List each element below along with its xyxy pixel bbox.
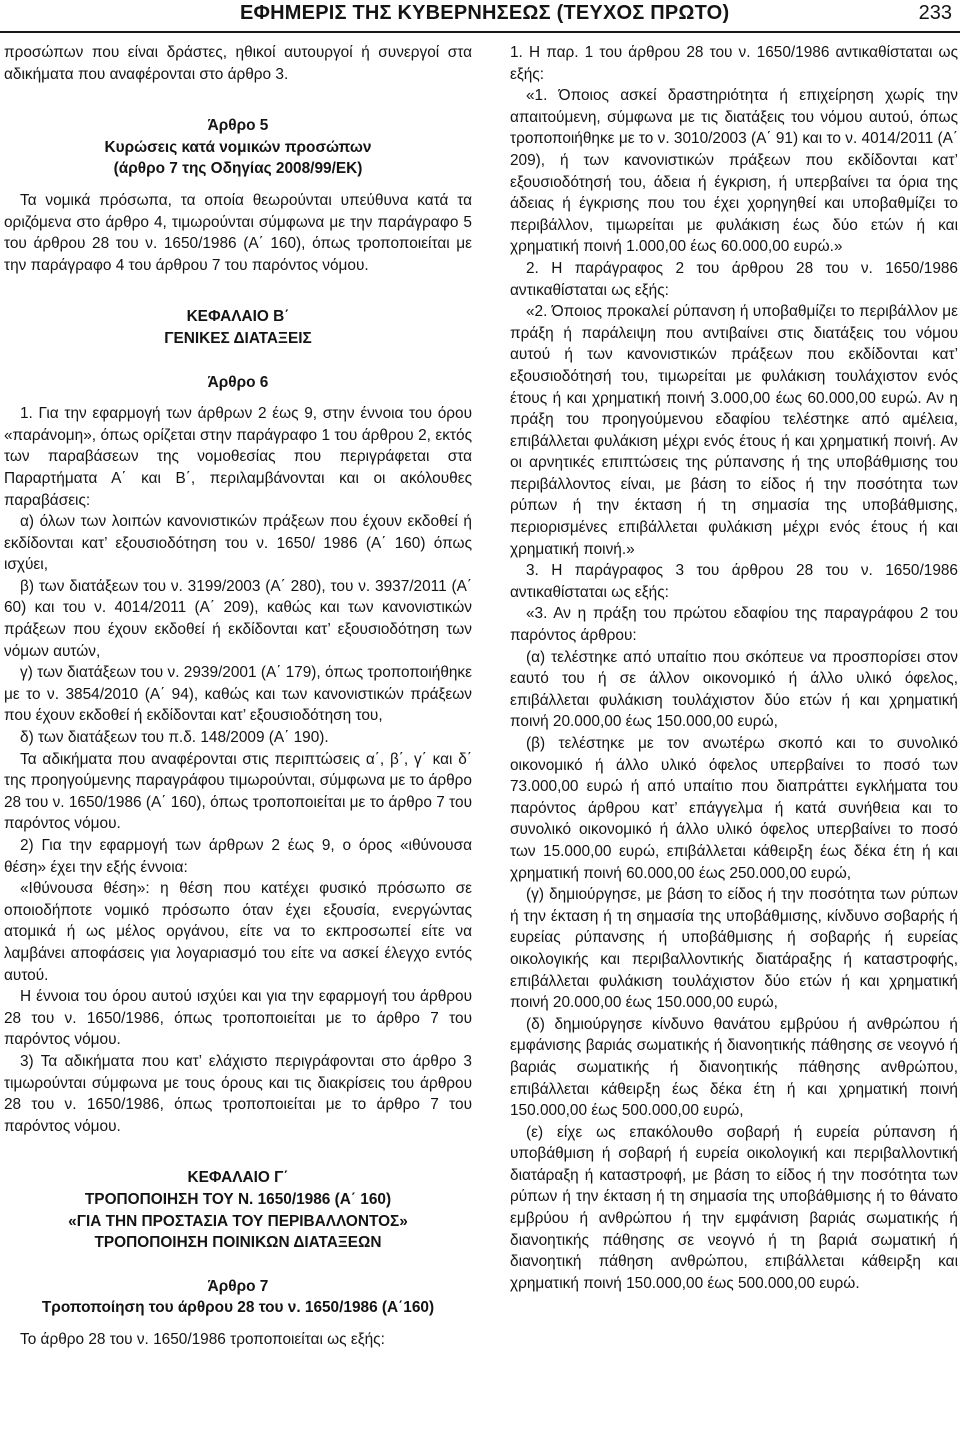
amendment-1-text: «1. Όποιος ασκεί δραστηριότητα ή επιχείρηση χωρίς την απαιτούμενη, σύμφωνα με τις διατάξεις του νόμου αυτού, όπως τροποποιήθηκε με το ν. 3010/2003 (Α΄ 91) και το ν. 4014/2011 (Α΄ 209), ή των κανονιστικών πράξεων που εκδίδονται κατ’ εξουσιοδότησή του, άδεια ή έγκριση, ή υπερβαίνει τα όρια της άδειας ή έγκρισης που του έχει χορηγηθεί και υποβαθμίζει το περιβάλλον, τιμωρείται με φυλάκιση έως δύο ετών ή και χρηματική ποινή 1.000,00 έως 60.000,00 ευρώ.» bbox=[510, 87, 958, 256]
amendment-3-item-d: (δ) δημιούργησε κίνδυνο θανάτου εμβρύου ή ανθρώπου ή εμφάνισης βαριάς σωματικής ή διανοητικής πάθησης σε νεογνό ή βαριάς σωματικής ή διανοητικής πάθησης ανθρώπου, επιβάλλεται κάθειρξη έως δέκα έτη ή και χρηματική ποινή 150.000,00 έως 500.000,00 ευρώ, bbox=[510, 1015, 958, 1120]
article-7-heading: Τροποποίηση του άρθρου 28 του ν. 1650/1986 (Α΄160) bbox=[41, 1299, 435, 1317]
right-column bbox=[510, 42, 958, 1294]
article-6-definition-scope: Η έννοια του όρου αυτού ισχύει και για την εφαρμογή του άρθρου 28 του ν. 1650/1986, όπως τροποποιείται με το άρθρο 7 του παρόντος νόμου. bbox=[4, 988, 472, 1049]
article-5-title: Άρθρο 5 bbox=[207, 117, 269, 135]
chapter-c-title: ΚΕΦΑΛΑΙΟ Γ΄ bbox=[187, 1169, 289, 1187]
article-6-item-d: δ) των διατάξεων του π.δ. 148/2009 (Α΄ 190). bbox=[20, 729, 329, 747]
article-6-paragraph-1: 1. Για την εφαρμογή των άρθρων 2 έως 9, στην έννοια του όρου «παράνομη», όπως ορίζεται στην παράγραφο 1 του άρθρου 2, εκτός των παραβάσεων της νομοθεσίας που περιγράφεται στα Παραρτήματα Α΄ και Β΄, περιλαμβάνονται και οι ακόλουθες παραβάσεις: bbox=[4, 405, 472, 509]
article-6-definition: «Ιθύνουσα θέση»: η θέση που κατέχει φυσικό πρόσωπο σε οποιοδήποτε νομικό πρόσωπο όταν έχει εξουσία, ενεργώντας ατομικά ή ως μέλος οργάνου, είτε να το εκπροσωπεί είτε να λαμβάνει αποφάσεις για λογαριασμό του είτε να ασκεί έλεγχο εντός αυτού. bbox=[4, 880, 472, 984]
intro-paragraph: προσώπων που είναι δράστες, ηθικοί αυτουργοί ή συνεργοί στα αδικήματα που αναφέρονται στο άρθρο 3. bbox=[4, 44, 472, 83]
article-6-paragraph-2: 2) Για την εφαρμογή των άρθρων 2 έως 9, ο όρος «ιθύνουσα θέση» έχει την εξής έννοια: bbox=[4, 837, 472, 876]
left-column bbox=[4, 42, 472, 1350]
amendment-3-item-b: (β) τελέστηκε με τον ανωτέρω σκοπό και το συνολικό οικονομικό ή άλλο υλικό όφελος υπερβαίνει το ποσό των 73.000,00 ευρώ ή από υπαίτιο που διαπράττει εγκλήματα του παρόντος άρθρου κατ’ επάγγελμα ή κατά συνήθεια και το συνολικό οικονομικό ή άλλο υλικό όφελος υπερβαίνει το ποσό των 15.000,00 ευρώ, επιβάλλεται κάθειρξη έως δέκα έτη ή και χρηματική ποινή 60.000,00 έως 250.000,00 ευρώ, bbox=[510, 735, 958, 882]
chapter-c-heading-3: ΤΡΟΠΟΠΟΙΗΣΗ ΠΟΙΝΙΚΩΝ ΔΙΑΤΑΞΕΩΝ bbox=[94, 1234, 382, 1252]
article-6-paragraph-1-penalty: Τα αδικήματα που αναφέρονται στις περιπτώσεις α΄, β΄, γ΄ και δ΄ της προηγούμενης παραγράφου τιμωρούνται, σύμφωνα με το άρθρο 28 του ν. 1650/1986 (Α΄ 160), όπως τροποποιείται με το άρθρο 7 του παρόντος νόμου. bbox=[4, 750, 472, 833]
page-header bbox=[0, 0, 960, 34]
amendment-3-text: «3. Αν η πράξη του πρώτου εδαφίου της παραγράφου 2 του παρόντος άρθρου: bbox=[510, 605, 958, 645]
amendment-3-item-a: (α) τελέστηκε από υπαίτιο που σκόπευε να προσπορίσει στον εαυτό του ή σε άλλον οικονομικό ή άλλο υλικό όφελος, επιβάλλεται φυλάκιση τουλάχιστον δύο ετών ή και χρηματική ποινή 20.000,00 έως 150.000,00 ευρώ, bbox=[510, 648, 958, 731]
page-number: 233 bbox=[918, 2, 952, 24]
article-7-title: Άρθρο 7 bbox=[207, 1277, 269, 1295]
gazette-title: ΕΦΗΜΕΡΙΣ ΤΗΣ ΚΥΒΕΡΝΗΣΕΩΣ (ΤΕΥΧΟΣ ΠΡΩΤΟ) bbox=[240, 2, 730, 24]
article-5-heading: Κυρώσεις κατά νομικών προσώπων bbox=[104, 138, 372, 156]
article-7-intro: Το άρθρο 28 του ν. 1650/1986 τροποποιείται ως εξής: bbox=[20, 1330, 385, 1348]
amendment-3-item-c: (γ) δημιούργησε, με βάση το είδος ή την ποσότητα των ρύπων ή την έκταση ή τη σημασία της υποβάθμισης, κίνδυνο σοβαρής ή ευρείας ρύπανσης ή υποβάθμισης ή σοβαρής ή ευρείας οικολογικής και περιβαλλοντικής διατάραξης ή καταστροφής, επιβάλλεται φυλάκιση τουλάχιστον δύο ετών ή και χρηματική ποινή 20.000,00 έως 150.000,00 ευρώ, bbox=[510, 886, 958, 1012]
amendment-2-text: «2. Όποιος προκαλεί ρύπανση ή υποβαθμίζει το περιβάλλον με πράξη ή παράλειψη που αντιβαίνει στις διατάξεις του νόμου αυτού ή των κανονιστικών πράξεων που εκδίδονται κατ’ εξουσιοδότησή του, τιμωρείται με φυλάκιση τουλάχιστον ενός έτους ή και χρηματική ποινή 3.000,00 έως 60.000,00 ευρώ. Αν η πράξη του προηγούμενου εδαφίου τελέστηκε από αμέλεια, επιβάλλεται φυλάκιση μέχρι ενός έτους ή και χρηματική ποινή. Αν οι αρνητικές επιπτώσεις της ρύπανσης ή της υποβάθμισης του περιβάλλοντος είναι, με βάση το είδος ή την ποσότητα των ρύπων ή την έκταση ή τη σημασία της υποβάθμισης, περιορισμένες επιβάλλεται φυλάκιση μέχρι ενός έτους ή και χρηματική ποινή.» bbox=[510, 303, 958, 558]
amendment-3: 3. Η παράγραφος 3 του άρθρου 28 του ν. 1650/1986 αντικαθίσταται ως εξής: bbox=[510, 562, 958, 601]
article-5-text: Τα νομικά πρόσωπα, τα οποία θεωρούνται υπεύθυνα κατά τα οριζόμενα στο άρθρο 4, τιμωρούνται σύμφωνα με την παράγραφο 5 του άρθρου 28 του ν. 1650/1986 (Α΄ 160), όπως τροποποιείται με την παράγραφο 4 του άρθρου 7 του παρόντος νόμου. bbox=[4, 191, 472, 274]
header-divider bbox=[0, 31, 960, 33]
article-6-item-c: γ) των διατάξεων του ν. 2939/2001 (Α΄ 179), όπως τροποποιήθηκε με το ν. 3854/2010 (Α΄ 94), καθώς και των κανονιστικών πράξεων που έχουν εκδοθεί ή εκδίδονται κατ’ εξουσιοδότηση του, bbox=[4, 664, 472, 725]
article-6-title: Άρθρο 6 bbox=[207, 373, 269, 391]
chapter-b-title: ΚΕΦΑΛΑΙΟ Β΄ bbox=[186, 308, 290, 326]
article-6-paragraph-3: 3) Τα αδικήματα που κατ’ ελάχιστο περιγράφονται στο άρθρο 3 τιμωρούνται σύμφωνα με τους όρους και τις διακρίσεις του άρθρου 28 του ν. 1650/1986, όπως τροποποιείται με το άρθρο 7 του παρόντος νόμου. bbox=[4, 1052, 472, 1135]
article-6-item-b: β) των διατάξεων του ν. 3199/2003 (Α΄ 280), του ν. 3937/2011 (Α΄ 60) και του ν. 4014/2011 (Α΄ 209), καθώς και των κανονιστικών πράξεων που έχουν εκδοθεί ή εκδίδονται κατ’ εξουσιοδότηση των νόμων αυτών, bbox=[4, 577, 472, 660]
chapter-b-heading: ΓΕΝΙΚΕΣ ΔΙΑΤΑΞΕΙΣ bbox=[164, 329, 312, 347]
article-6-item-a: α) όλων των λοιπών κανονιστικών πράξεων που έχουν εκδοθεί ή εκδίδονται κατ’ εξουσιοδότηση του ν. 1650/ 1986 (Α΄ 160) όπως ισχύει, bbox=[4, 513, 472, 574]
amendment-1: 1. Η παρ. 1 του άρθρου 28 του ν. 1650/1986 αντικαθίσταται ως εξής: bbox=[510, 44, 958, 83]
amendment-2: 2. Η παράγραφος 2 του άρθρου 28 του ν. 1650/1986 αντικαθίσταται ως εξής: bbox=[510, 259, 958, 299]
amendment-3-item-e: (ε) είχε ως επακόλουθο σοβαρή ή ευρεία ρύπανση ή υποβάθμιση ή σοβαρή ή ευρεία οικολογική και περιβαλλοντική διατάραξη ή καταστροφή, με βάση το είδος ή την ποσότητα των ρύπων ή την έκταση ή τη σημασία της υποβάθμισης ή το θάνατο εμβρύου ή ανθρώπου ή την εμφάνιση βαριάς σωματικής ή διανοητικής πάθησης σε νεογνό ή τη βαριά σωματική ή διανοητική πάθηση ανθρώπου, επιβάλλεται κάθειρξη και χρηματική ποινή 150.000,00 έως 500.000,00 ευρώ. bbox=[510, 1123, 958, 1292]
article-5-reference: (άρθρο 7 της Οδηγίας 2008/99/ΕΚ) bbox=[113, 160, 363, 178]
chapter-c-heading-2: «ΓΙΑ ΤΗΝ ΠΡΟΣΤΑΣΙΑ ΤΟΥ ΠΕΡΙΒΑΛΛΟΝΤΟΣ» bbox=[68, 1212, 408, 1230]
chapter-c-heading-1: ΤΡΟΠΟΠΟΙΗΣΗ ΤΟΥ Ν. 1650/1986 (Α΄ 160) bbox=[84, 1190, 392, 1208]
